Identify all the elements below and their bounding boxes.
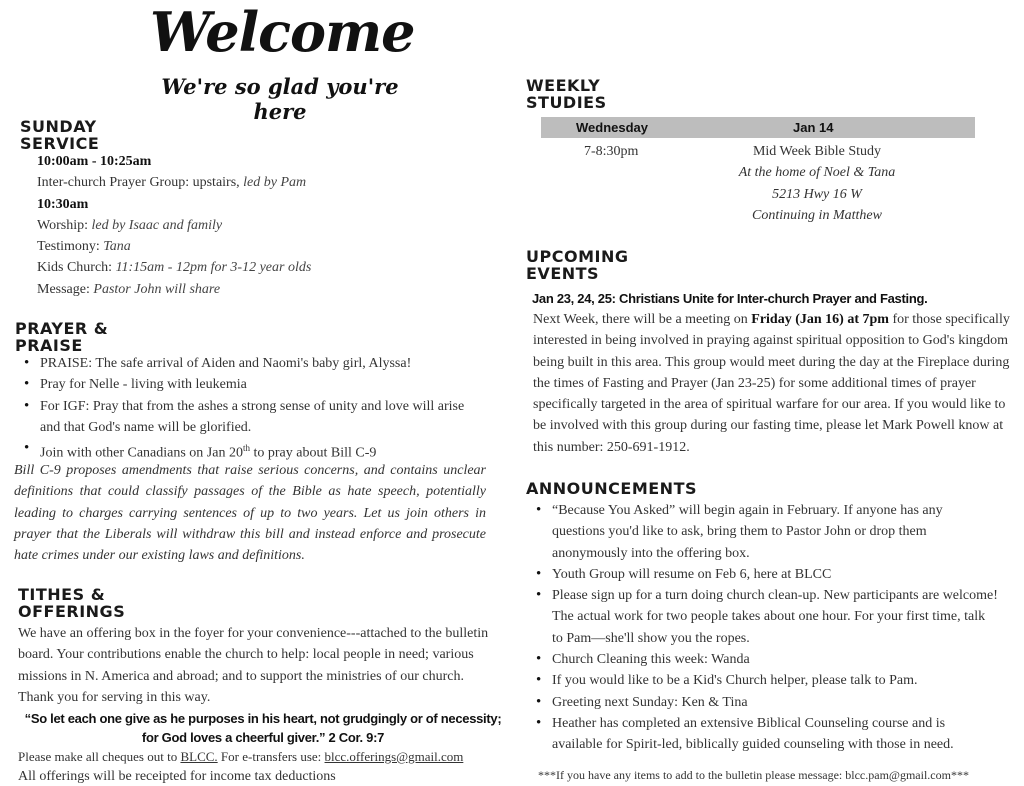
- bulletin-subtitle: We're so glad you're here: [161, 74, 399, 124]
- prayer-group-line: Inter-church Prayer Group: upstairs, led by Pam: [37, 175, 307, 191]
- list-item: • Greeting next Sunday: Ken & Tina: [528, 692, 998, 713]
- study-details: [700, 141, 934, 226]
- giving-scripture-quote: “So let each one give as he purposes in his heart, not grudgingly or of necessity; for God loves a cheerful giver.” 2 Cor. 9:7: [24, 711, 502, 745]
- etransfer-email-link[interactable]: blcc.offerings@gmail.com: [324, 749, 464, 764]
- list-item: • For IGF: Pray that from the ashes a strong sense of unity and love will arise and that God's name will be glorified.: [16, 396, 486, 439]
- weekly-studies-heading: WEEKLY STUDIES: [526, 76, 607, 112]
- upcoming-events-heading: UPCOMING EVENTS: [526, 247, 629, 283]
- sunday-service-heading: SUNDAY SERVICE: [20, 117, 100, 153]
- message-line: Message: Pastor John will share: [37, 281, 221, 297]
- sunday-service-schedule: [37, 151, 477, 300]
- column-date: Jan 14: [793, 120, 834, 135]
- announcements-list: [528, 500, 998, 756]
- list-item: • If you would like to be a Kid's Church helper, please talk to Pam.: [528, 670, 998, 691]
- study-address: 5213 Hwy 16 W: [772, 186, 862, 202]
- bulletin-submission-note: ***If you have any items to add to the bulletin please message: blcc.pam@gmail.com***: [538, 768, 969, 782]
- testimony-line: Testimony: Tana: [37, 239, 131, 255]
- list-item: • PRAISE: The safe arrival of Aiden and Naomi's baby girl, Alyssa!: [16, 353, 486, 374]
- event-title: Jan 23, 24, 25: Christians Unite for Inter-church Prayer and Fasting.: [532, 291, 928, 306]
- bill-c9-note: Bill C-9 proposes amendments that raise serious concerns, and contains unclear definitions that could classify passages of the Bible as hate speech, potentially leading to charges carrying sentences of up to two years. Let us join others in prayer that the Liberals will withdraw this bill and instead enforce and prosecute hate crimes under our existing laws and definitions.: [14, 463, 486, 564]
- cheque-payee: BLCC.: [180, 749, 218, 764]
- study-time: 7-8:30pm: [584, 144, 639, 159]
- announcements-heading: ANNOUNCEMENTS: [526, 479, 697, 498]
- study-location: At the home of Noel & Tana: [738, 165, 896, 181]
- bulletin-title: Welcome: [150, 0, 415, 64]
- list-item: • Join with other Canadians on Jan 20th to pray about Bill C-9: [16, 438, 486, 464]
- study-name: Mid Week Bible Study: [752, 144, 882, 159]
- study-topic: Continuing in Matthew: [752, 207, 882, 223]
- prayer-praise-heading: PRAYER & PRAISE: [15, 319, 109, 355]
- receipt-note: All offerings will be receipted for income tax deductions: [18, 769, 336, 784]
- tithes-body: We have an offering box in the foyer for your convenience---attached to the bulletin board. Your contributions enable the church to help: local people in need; various missions in N. America and abroad; and to support the ministries of our church. Thank you for serving in this way.: [18, 626, 489, 705]
- list-item: • Heather has completed an extensive Biblical Counseling course and is available for Spirit-led, biblically guided counseling with those in need.: [528, 713, 998, 756]
- cheques-line: Please make all cheques out to BLCC. For e-transfers use: blcc.offerings@gmail.com: [18, 749, 464, 764]
- prayer-list: [16, 353, 486, 464]
- list-item: • Church Cleaning this week: Wanda: [528, 649, 998, 670]
- list-item: • Youth Group will resume on Feb 6, here at BLCC: [528, 564, 998, 585]
- column-day: Wednesday: [576, 120, 649, 135]
- service-time-2: 10:30am: [37, 196, 89, 212]
- list-item: • Pray for Nelle - living with leukemia: [16, 374, 486, 395]
- tithes-heading: TITHES & OFFERINGS: [18, 585, 126, 621]
- list-item: • Please sign up for a turn doing church clean-up. New participants are welcome! The actual work for two people takes about one hour. For your first time, talk to Pam—she'll show you the ropes.: [528, 585, 998, 649]
- weekly-studies-table-header: [541, 117, 975, 138]
- kids-church-line: Kids Church: 11:15am - 12pm for 3-12 year olds: [37, 260, 312, 276]
- worship-line: Worship: led by Isaac and family: [37, 217, 223, 233]
- event-body: Next Week, there will be a meeting on Friday (Jan 16) at 7pm for those specifically interested in being involved in praying against spiritual opposition to God's kingdom being built in this area. This group would meet during the day at the Fireplace during the times of Fasting and Prayer (Jan 23-25) for some additional times of prayer specifically targeted in the area of spiritual warfare for our area. If you would like to be involved with this group during our fasting time, please let Mark Powell know at this number: 250-691-1912.: [533, 312, 1010, 455]
- service-time-1: 10:00am - 10:25am: [37, 154, 152, 169]
- list-item: • “Because You Asked” will begin again in February. If anyone has any questions you'd like to ask, bring them to Pastor John or drop them anonymously into the offering box.: [528, 500, 998, 564]
